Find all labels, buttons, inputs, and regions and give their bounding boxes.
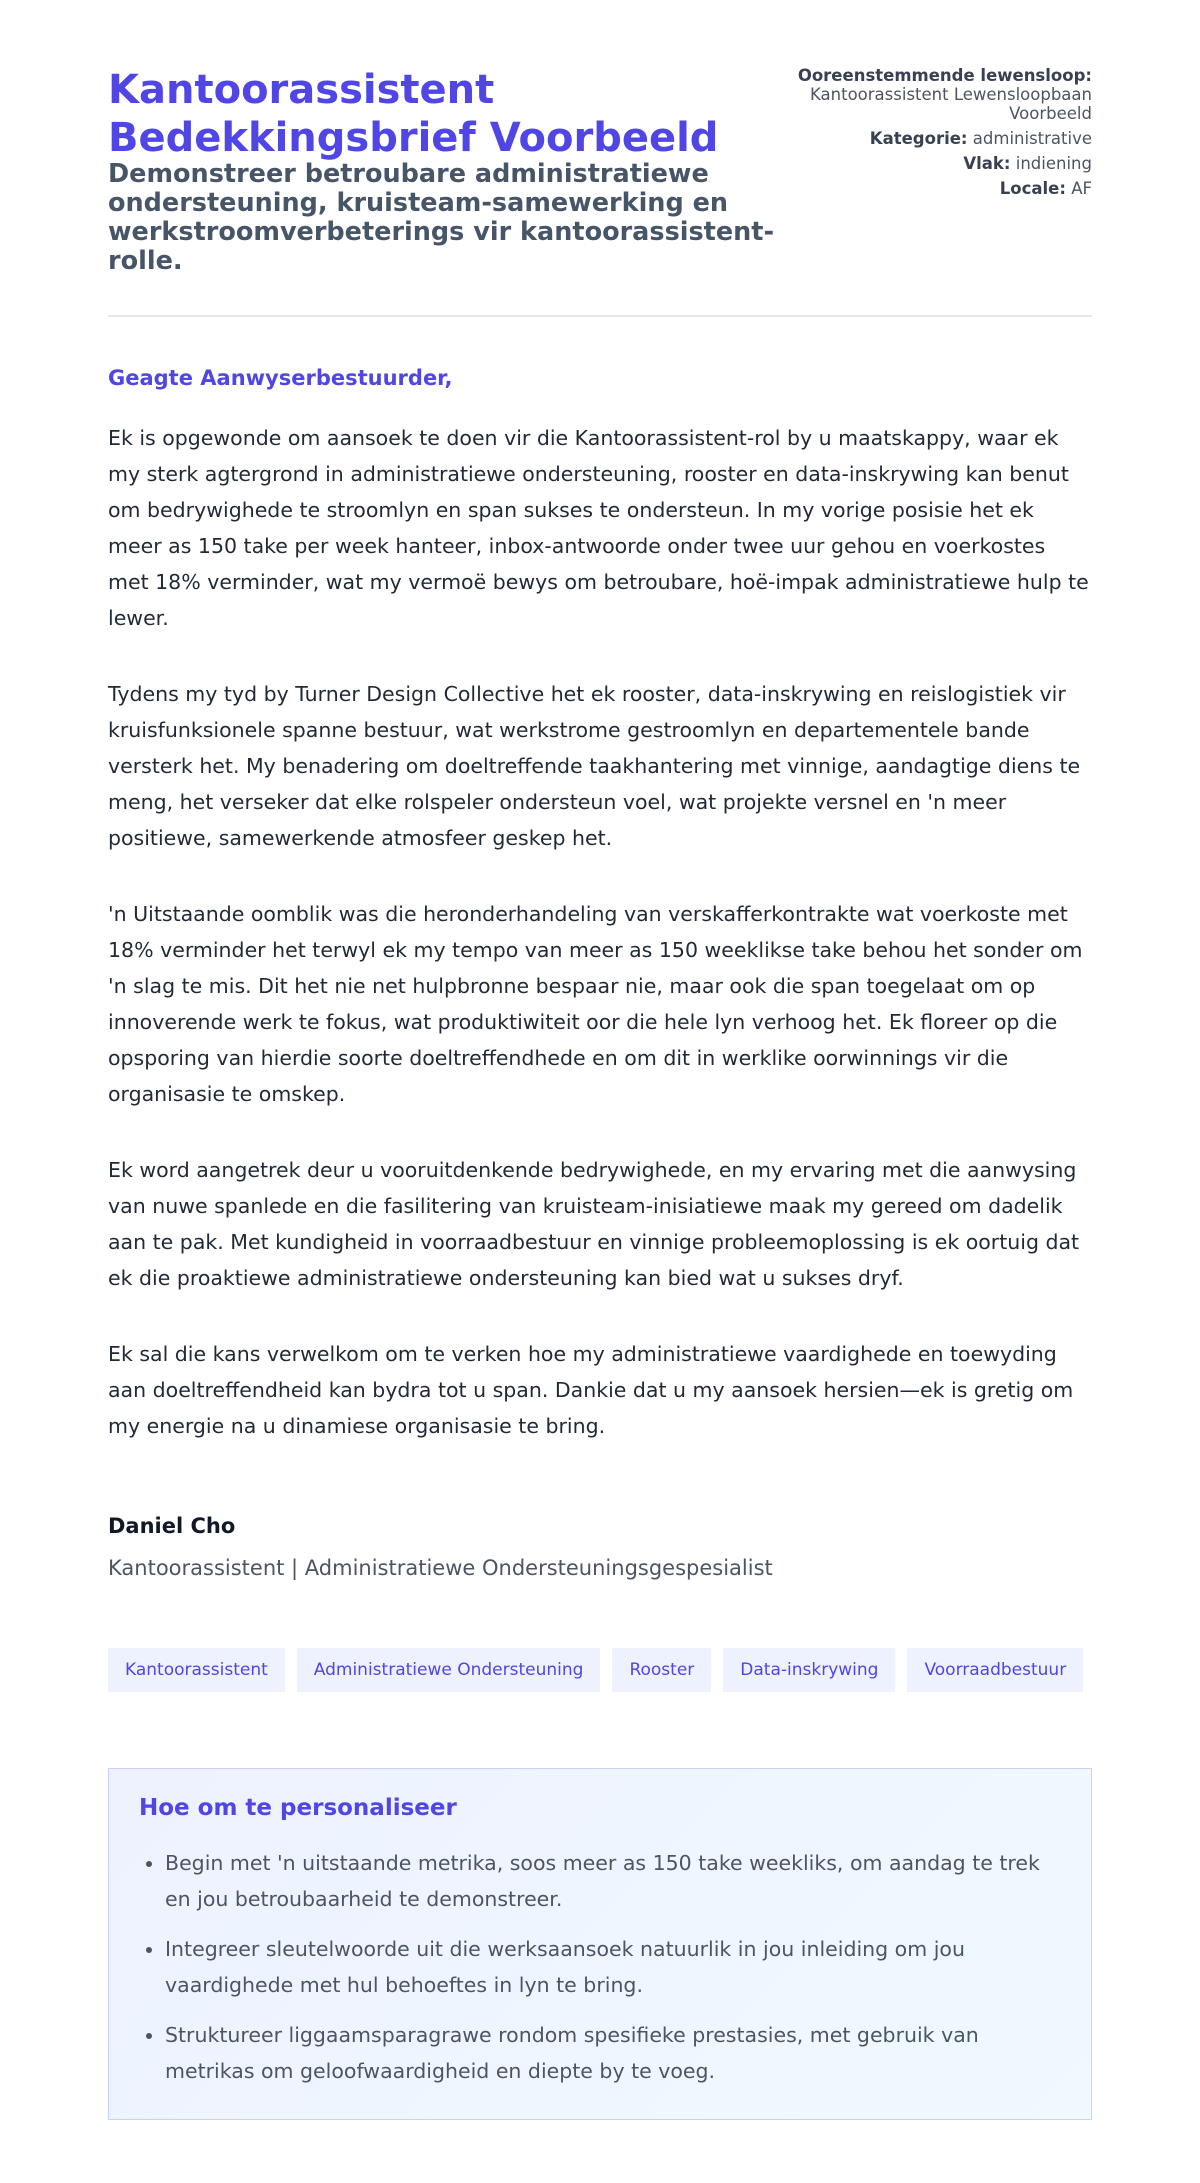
tag-list	[108, 1648, 1083, 1692]
meta-resume	[792, 66, 1092, 123]
tag-chip[interactable]: Voorraadbestuur	[907, 1648, 1083, 1692]
meta-resume-value[interactable]: Kantoorassistent Lewensloopbaan Voorbeeld	[810, 85, 1092, 123]
meta-locale-value: AF	[1071, 179, 1092, 198]
letter-salutation: Geagte Aanwyserbestuurder,	[108, 366, 453, 390]
signature-name: Daniel Cho	[108, 1514, 236, 1538]
page-title: Kantoorassistent Bedekkingsbrief Voorbeeld	[108, 67, 719, 161]
tag-chip[interactable]: Data-inskrywing	[723, 1648, 895, 1692]
meta-category-value: administrative	[972, 129, 1092, 148]
meta-panel	[792, 66, 1092, 204]
letter-paragraph: Ek sal die kans verwelkom om te verken hoe my administratiewe vaardighede en toewyding aan doeltreffendheid kan bydra tot u span. Dankie dat u my aansoek hersien—ek is gretig om my energie na u dinamiese organisasie te bring.	[108, 1342, 1074, 1438]
letter-paragraph: Ek word aangetrek deur u vooruitdenkende bedrywighede, en my ervaring met die aanwysing van nuwe spanlede en die fasilitering van kruisteam-inisiatiewe maak my gereed om dadelik aan te pak. Met kundigheid in voorraadbestuur en vinnige probleemoplossing is ek oortuig dat ek die proaktiewe administratiewe ondersteuning kan bied wat u sukses dryf.	[108, 1158, 1080, 1290]
tips-list	[139, 1845, 1061, 2089]
meta-locale	[792, 179, 1092, 198]
tips-title: Hoe om te personaliseer	[139, 1795, 457, 1821]
meta-category	[792, 129, 1092, 148]
letter-paragraph: Tydens my tyd by Turner Design Collective het ek rooster, data-inskrywing en reislogistiek vir kruisfunksionele spanne bestuur, wat werkstrome gestroomlyn en departementele bande versterk het. My benadering om doeltreffende taakhantering met vinnige, aandagtige diens te meng, het verseker dat elke rolspeler ondersteun voel, wat projekte versnel en 'n meer positiewe, samewerkende atmosfeer geskep het.	[108, 682, 1081, 850]
meta-field	[792, 154, 1092, 173]
tips-item: • Struktureer liggaamsparagrawe rondom spesifieke prestasies, met gebruik van metrikas om geloofwaardigheid en diepte by te voeg.	[165, 2017, 1061, 2089]
tag-chip[interactable]: Kantoorassistent	[108, 1648, 285, 1692]
tag-chip[interactable]: Rooster	[612, 1648, 711, 1692]
tag-chip[interactable]: Administratiewe Ondersteuning	[297, 1648, 601, 1692]
letter-body	[108, 420, 1092, 1484]
meta-category-label: Kategorie:	[869, 129, 968, 148]
signature-block	[108, 1512, 773, 1582]
signature-role: Kantoorassistent | Administratiewe Ondersteuningsgespesialist	[108, 1556, 773, 1580]
tips-item: • Integreer sleutelwoorde uit die werksaansoek natuurlik in jou inleiding om jou vaardighede met hul behoeftes in lyn te bring.	[165, 1931, 1061, 2003]
meta-field-label: Vlak:	[963, 154, 1011, 173]
letter-paragraph: 'n Uitstaande oomblik was die heronderhandeling van verskafferkontrakte wat voerkoste met 18% verminder het terwyl ek my tempo van meer as 150 weeklikse take behou het sonder om 'n slag te mis. Dit het nie net hulpbronne bespaar nie, maar ook die span toegelaat om op innoverende werk te fokus, wat produktiwiteit oor die hele lyn verhoog het. Ek floreer op die opsporing van hierdie soorte doeltreffendhede en om dit in werklike oorwinnings vir die organisasie te omskep.	[108, 902, 1083, 1106]
letter-paragraph: Ek is opgewonde om aansoek te doen vir die Kantoorassistent-rol by u maatskappy, waar ek my sterk agtergrond in administratiewe ondersteuning, rooster en data-inskrywing kan benut om bedrywighede te stroomlyn en span sukses te ondersteun. In my vorige posisie het ek meer as 150 take per week hanteer, inbox-antwoorde onder twee uur gehou en voerkostes met 18% verminder, wat my vermoë bewys om betroubare, hoë-impak administratiewe hulp te lewer.	[108, 426, 1089, 630]
meta-resume-label: Ooreenstemmende lewensloop:	[797, 66, 1092, 85]
tips-item: • Begin met 'n uitstaande metrika, soos meer as 150 take weekliks, om aandag te trek en jou betroubaarheid te demonstreer.	[165, 1845, 1061, 1917]
meta-locale-label: Locale:	[999, 179, 1066, 198]
personalize-tips-box	[108, 1768, 1092, 2120]
meta-field-value: indiening	[1015, 154, 1092, 173]
page-header	[108, 0, 1092, 317]
page-subtitle: Demonstreer betroubare administratiewe ondersteuning, kruisteam-samewerking en werkstroomverbeterings vir kantoorassistent-rolle.	[108, 159, 775, 276]
